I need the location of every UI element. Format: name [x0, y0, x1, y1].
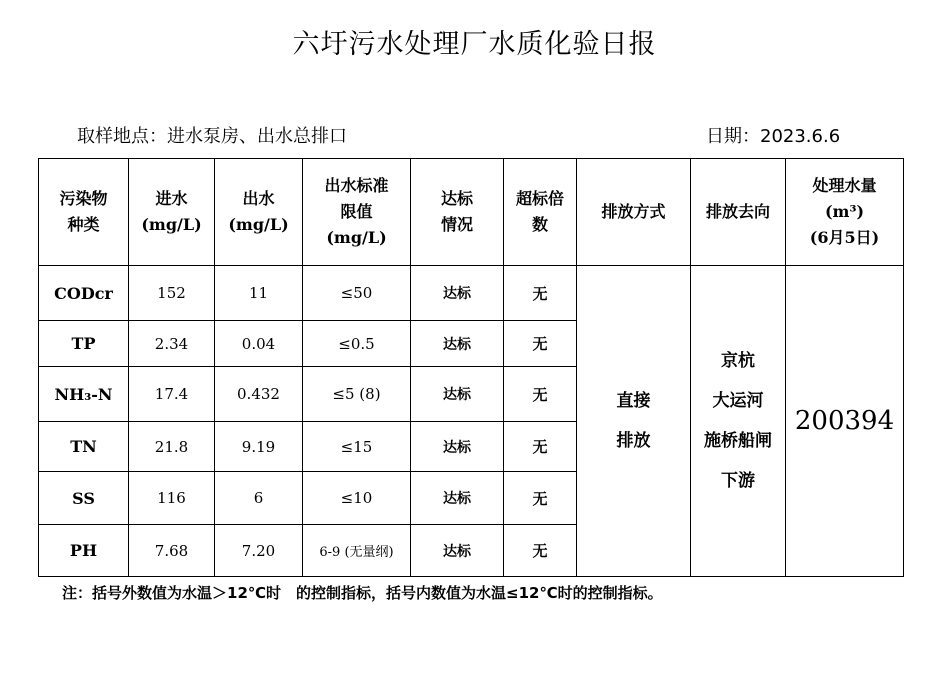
header-effluent: 出水 (mg/L)	[215, 159, 303, 266]
effluent-cell: 0.432	[215, 367, 303, 422]
discharge-method-cell: 直接 排放	[577, 266, 691, 577]
limit-cell: 6-9 (无量纲)	[303, 525, 411, 577]
water-quality-table	[38, 158, 904, 577]
table-row	[39, 266, 904, 321]
exceed-cell: 无	[504, 367, 577, 422]
limit-cell: ≤5 (8)	[303, 367, 411, 422]
header-compliance: 达标 情况	[411, 159, 504, 266]
exceed-cell: 无	[504, 422, 577, 472]
param-cell: PH	[39, 525, 129, 577]
param-cell: TP	[39, 321, 129, 367]
effluent-cell: 9.19	[215, 422, 303, 472]
status-cell: 达标	[411, 525, 504, 577]
header-discharge-direction: 排放去向	[691, 159, 786, 266]
limit-cell: ≤0.5	[303, 321, 411, 367]
report-title: 六圩污水处理厂水质化验日报	[292, 29, 657, 60]
header-exceed: 超标倍 数	[504, 159, 577, 266]
status-cell: 达标	[411, 266, 504, 321]
influent-cell: 17.4	[129, 367, 215, 422]
limit-cell: ≤10	[303, 472, 411, 525]
exceed-cell: 无	[504, 525, 577, 577]
influent-cell: 152	[129, 266, 215, 321]
header-volume: 处理水量 (m³) (6月5日)	[786, 159, 904, 266]
status-cell: 达标	[411, 367, 504, 422]
discharge-direction-cell: 京杭 大运河 施桥船闸 下游	[691, 266, 786, 577]
report-date: 日期：2023.6.6	[706, 126, 841, 147]
effluent-cell: 7.20	[215, 525, 303, 577]
param-cell: TN	[39, 422, 129, 472]
header-influent: 进水 (mg/L)	[129, 159, 215, 266]
footnote: 注：括号外数值为水温＞12℃时 的控制指标，括号内数值为水温≤12℃时的控制指标。	[62, 584, 663, 602]
param-cell: CODcr	[39, 266, 129, 321]
volume-cell: 200394	[786, 266, 904, 577]
table-header-row	[39, 159, 904, 266]
limit-cell: ≤50	[303, 266, 411, 321]
header-discharge-method: 排放方式	[577, 159, 691, 266]
sampling-location: 取样地点：进水泵房、出水总排口	[77, 126, 347, 147]
influent-cell: 2.34	[129, 321, 215, 367]
effluent-cell: 6	[215, 472, 303, 525]
effluent-cell: 11	[215, 266, 303, 321]
effluent-cell: 0.04	[215, 321, 303, 367]
param-cell: SS	[39, 472, 129, 525]
influent-cell: 116	[129, 472, 215, 525]
header-pollutant: 污染物 种类	[39, 159, 129, 266]
exceed-cell: 无	[504, 266, 577, 321]
exceed-cell: 无	[504, 321, 577, 367]
status-cell: 达标	[411, 472, 504, 525]
limit-cell: ≤15	[303, 422, 411, 472]
influent-cell: 21.8	[129, 422, 215, 472]
param-cell: NH₃-N	[39, 367, 129, 422]
exceed-cell: 无	[504, 472, 577, 525]
status-cell: 达标	[411, 422, 504, 472]
influent-cell: 7.68	[129, 525, 215, 577]
header-limit: 出水标准 限值 (mg/L)	[303, 159, 411, 266]
status-cell: 达标	[411, 321, 504, 367]
